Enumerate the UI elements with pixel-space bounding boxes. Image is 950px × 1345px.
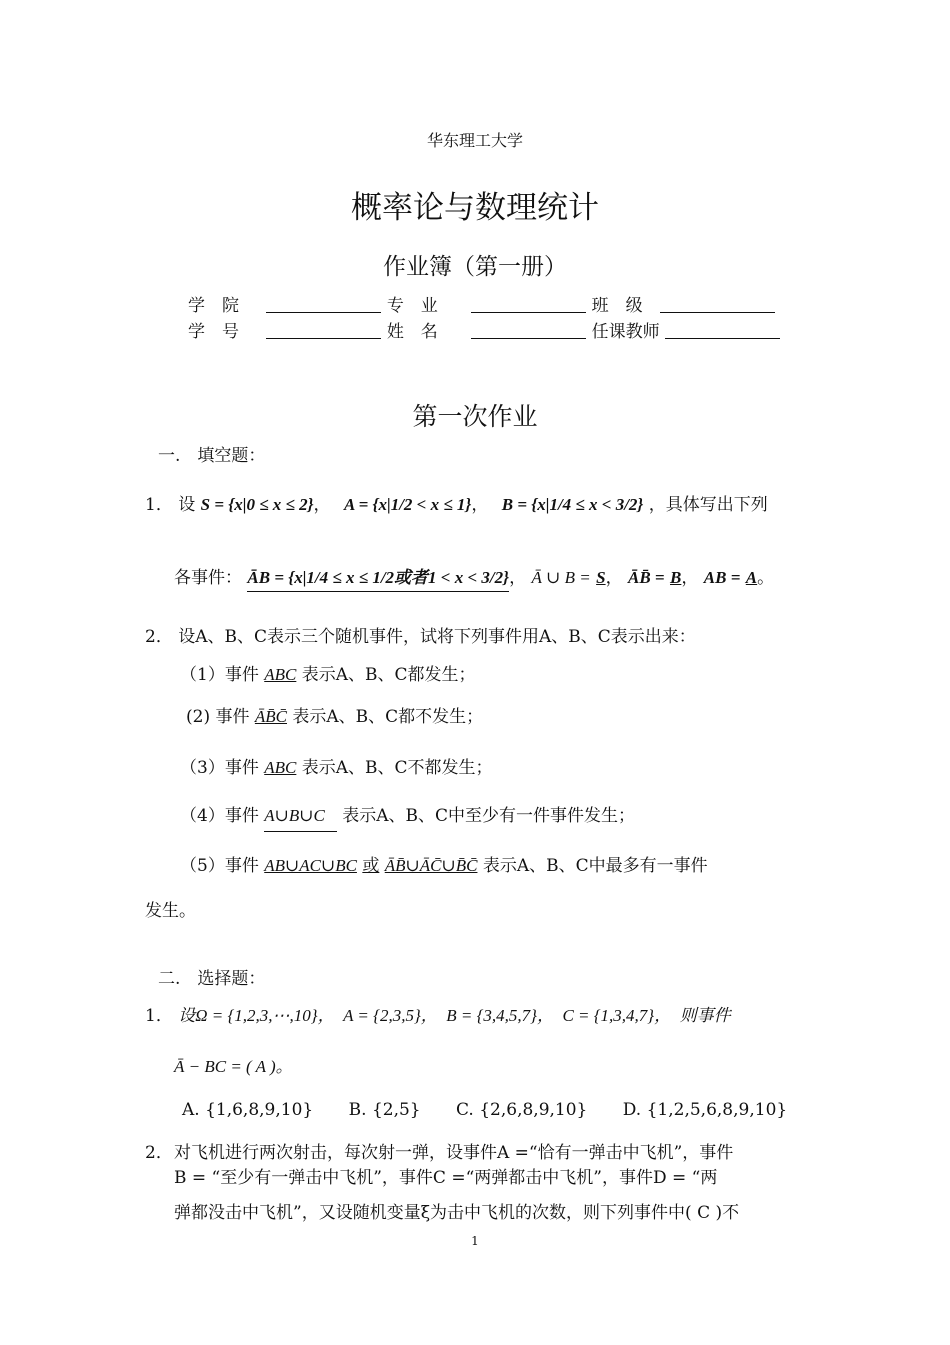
form-label-student-id: 学 号 <box>188 322 239 342</box>
college-blank[interactable] <box>266 298 381 313</box>
class-blank[interactable] <box>660 298 775 313</box>
option-a[interactable]: A. {1,6,8,9,10} <box>182 1100 314 1120</box>
events-label: 各事件： <box>174 568 242 588</box>
set-a: A = {x|1/2 < x ≤ 1} <box>343 495 472 514</box>
answer-aub-value: S <box>596 568 606 587</box>
item-2-label: (2) 事件 <box>186 707 250 727</box>
item-5-or: 或 <box>362 856 380 876</box>
section2-heading: 二. 选择题： <box>158 969 266 989</box>
answer-ab2-lhs: AB = <box>703 568 741 587</box>
s2-q1-expr: Ā − BC = ( A )。 <box>174 1057 293 1076</box>
major-blank[interactable] <box>471 298 586 313</box>
form-label-major: 专 业 <box>386 296 438 316</box>
teacher-blank[interactable] <box>665 324 780 339</box>
set-b: B = {x|1/4 ≤ x < 3/2} <box>501 495 644 514</box>
s2-q2-number: 2． <box>145 1143 173 1163</box>
item-5-label: （5）事件 <box>180 856 259 876</box>
item-1-label: （1）事件 <box>180 665 259 685</box>
s1-q1-tail: ，具体写出下列 <box>648 495 768 515</box>
answer-nanb-lhs: ĀB̄ = <box>627 568 665 587</box>
form-label-name: 姓 名 <box>386 322 438 342</box>
item-4-desc: 表示A、B、C中至少有一件事件发生； <box>342 806 636 826</box>
item-3-desc: 表示A、B、C不都发生； <box>301 758 493 778</box>
s1-q2-item-5 <box>180 851 708 876</box>
item-2-desc: 表示A、B、C都不发生； <box>292 707 484 727</box>
item-4-expr: A∪B∪C <box>264 806 337 832</box>
s2-q1-text: 设Ω = {1,2,3,⋯,10}， A = {2,3,5}， B = {3,4,5,7}， C = {1,3,4,7}， 则事件 <box>178 1006 731 1025</box>
s2-q2-line-3: 弹都没击中飞机”，又设随机变量ξ为击中飞机的次数，则下列事件中( C )不 <box>174 1203 740 1223</box>
item-4-label: （4）事件 <box>180 806 259 826</box>
option-b[interactable]: B. {2,5} <box>348 1100 421 1120</box>
s1-q1-intro: 设 <box>178 495 196 515</box>
answer-nanb-value: B <box>670 568 682 587</box>
form-row-1 <box>188 291 775 316</box>
answer-aub-lhs: Ā ∪ B = <box>531 568 591 587</box>
s1-q2-item-3 <box>180 753 493 778</box>
s1-q2-text: 设A、B、C表示三个随机事件，试将下列事件用A、B、C表示出来： <box>178 627 696 647</box>
s1-q1-line2: 各事件： ĀB = {x|1/4 ≤ x ≤ 1/2或者1 < x < 3/2}， Ā ∪ B = S， ĀB̄ = B， AB = A。 <box>174 563 774 588</box>
item-5-expr: AB∪AC∪BC <box>264 856 357 875</box>
book-title: 作业簿（第一册） <box>383 254 567 280</box>
s2-q1-line <box>145 1001 731 1026</box>
course-title: 概率论与数理统计 <box>351 190 599 226</box>
answer-ab2-value: A <box>745 568 758 587</box>
item-1-expr: ABC <box>264 665 297 684</box>
s2-q2-line-2: B = “至少有一弹击中飞机”，事件C =“两弹都击中飞机”，事件D = “两 <box>174 1168 718 1188</box>
item-1-desc: 表示A、B、C都发生； <box>301 665 476 685</box>
item-5-expr2: ĀB̄∪ĀC̄∪B̄C̄ <box>384 856 478 875</box>
option-c[interactable]: C. {2,6,8,9,10} <box>456 1100 588 1120</box>
s1-q1-end: 。 <box>757 568 775 588</box>
form-label-college: 学 院 <box>188 296 239 316</box>
item-3-expr: ABC <box>264 758 297 777</box>
answer-ab: ĀB = {x|1/4 ≤ x ≤ 1/2或者1 < x < 3/2} <box>247 568 509 592</box>
s1-q1-number: 1． <box>145 495 173 515</box>
assignment-title: 第一次作业 <box>412 402 538 431</box>
s1-q2-number: 2． <box>145 627 173 647</box>
s2-q2-line-1: 对飞机进行两次射击，每次射一弹，设事件A =“恰有一弹击中飞机”，事件 <box>174 1143 734 1163</box>
item-3-label: （3）事件 <box>180 758 259 778</box>
s1-q2-item-1 <box>180 660 476 685</box>
option-d[interactable]: D. {1,2,5,6,8,9,10} <box>622 1100 788 1120</box>
form-label-teacher: 任课教师 <box>591 322 660 342</box>
s1-q1-line1: 1． 设 S = {x|0 ≤ x ≤ 2}， A = {x|1/2 < x ≤ 1}， B = {x|1/4 ≤ x < 3/2} ，具体写出下列 <box>145 495 768 515</box>
s1-q2-item-4 <box>180 801 635 826</box>
section1-heading: 一. 填空题： <box>158 446 266 466</box>
page-number: 1 <box>471 1234 479 1248</box>
s1-q2-line <box>145 622 696 647</box>
student-id-blank[interactable] <box>266 324 381 339</box>
set-s: S = {x|0 ≤ x ≤ 2} <box>200 495 314 514</box>
item-5-desc: 表示A、B、C中最多有一事件 <box>482 856 708 876</box>
name-blank[interactable] <box>471 324 586 339</box>
item-2-expr: ĀB̄C̄ <box>254 707 287 726</box>
s1-q2-continuation: 发生。 <box>145 901 196 921</box>
s2-q1-number: 1． <box>145 1006 173 1026</box>
form-row-2 <box>188 317 780 342</box>
s1-q2-item-2 <box>186 702 483 727</box>
form-label-class: 班 级 <box>591 296 643 316</box>
s2-q1-options <box>182 1100 787 1120</box>
university-name: 华东理工大学 <box>426 131 523 150</box>
